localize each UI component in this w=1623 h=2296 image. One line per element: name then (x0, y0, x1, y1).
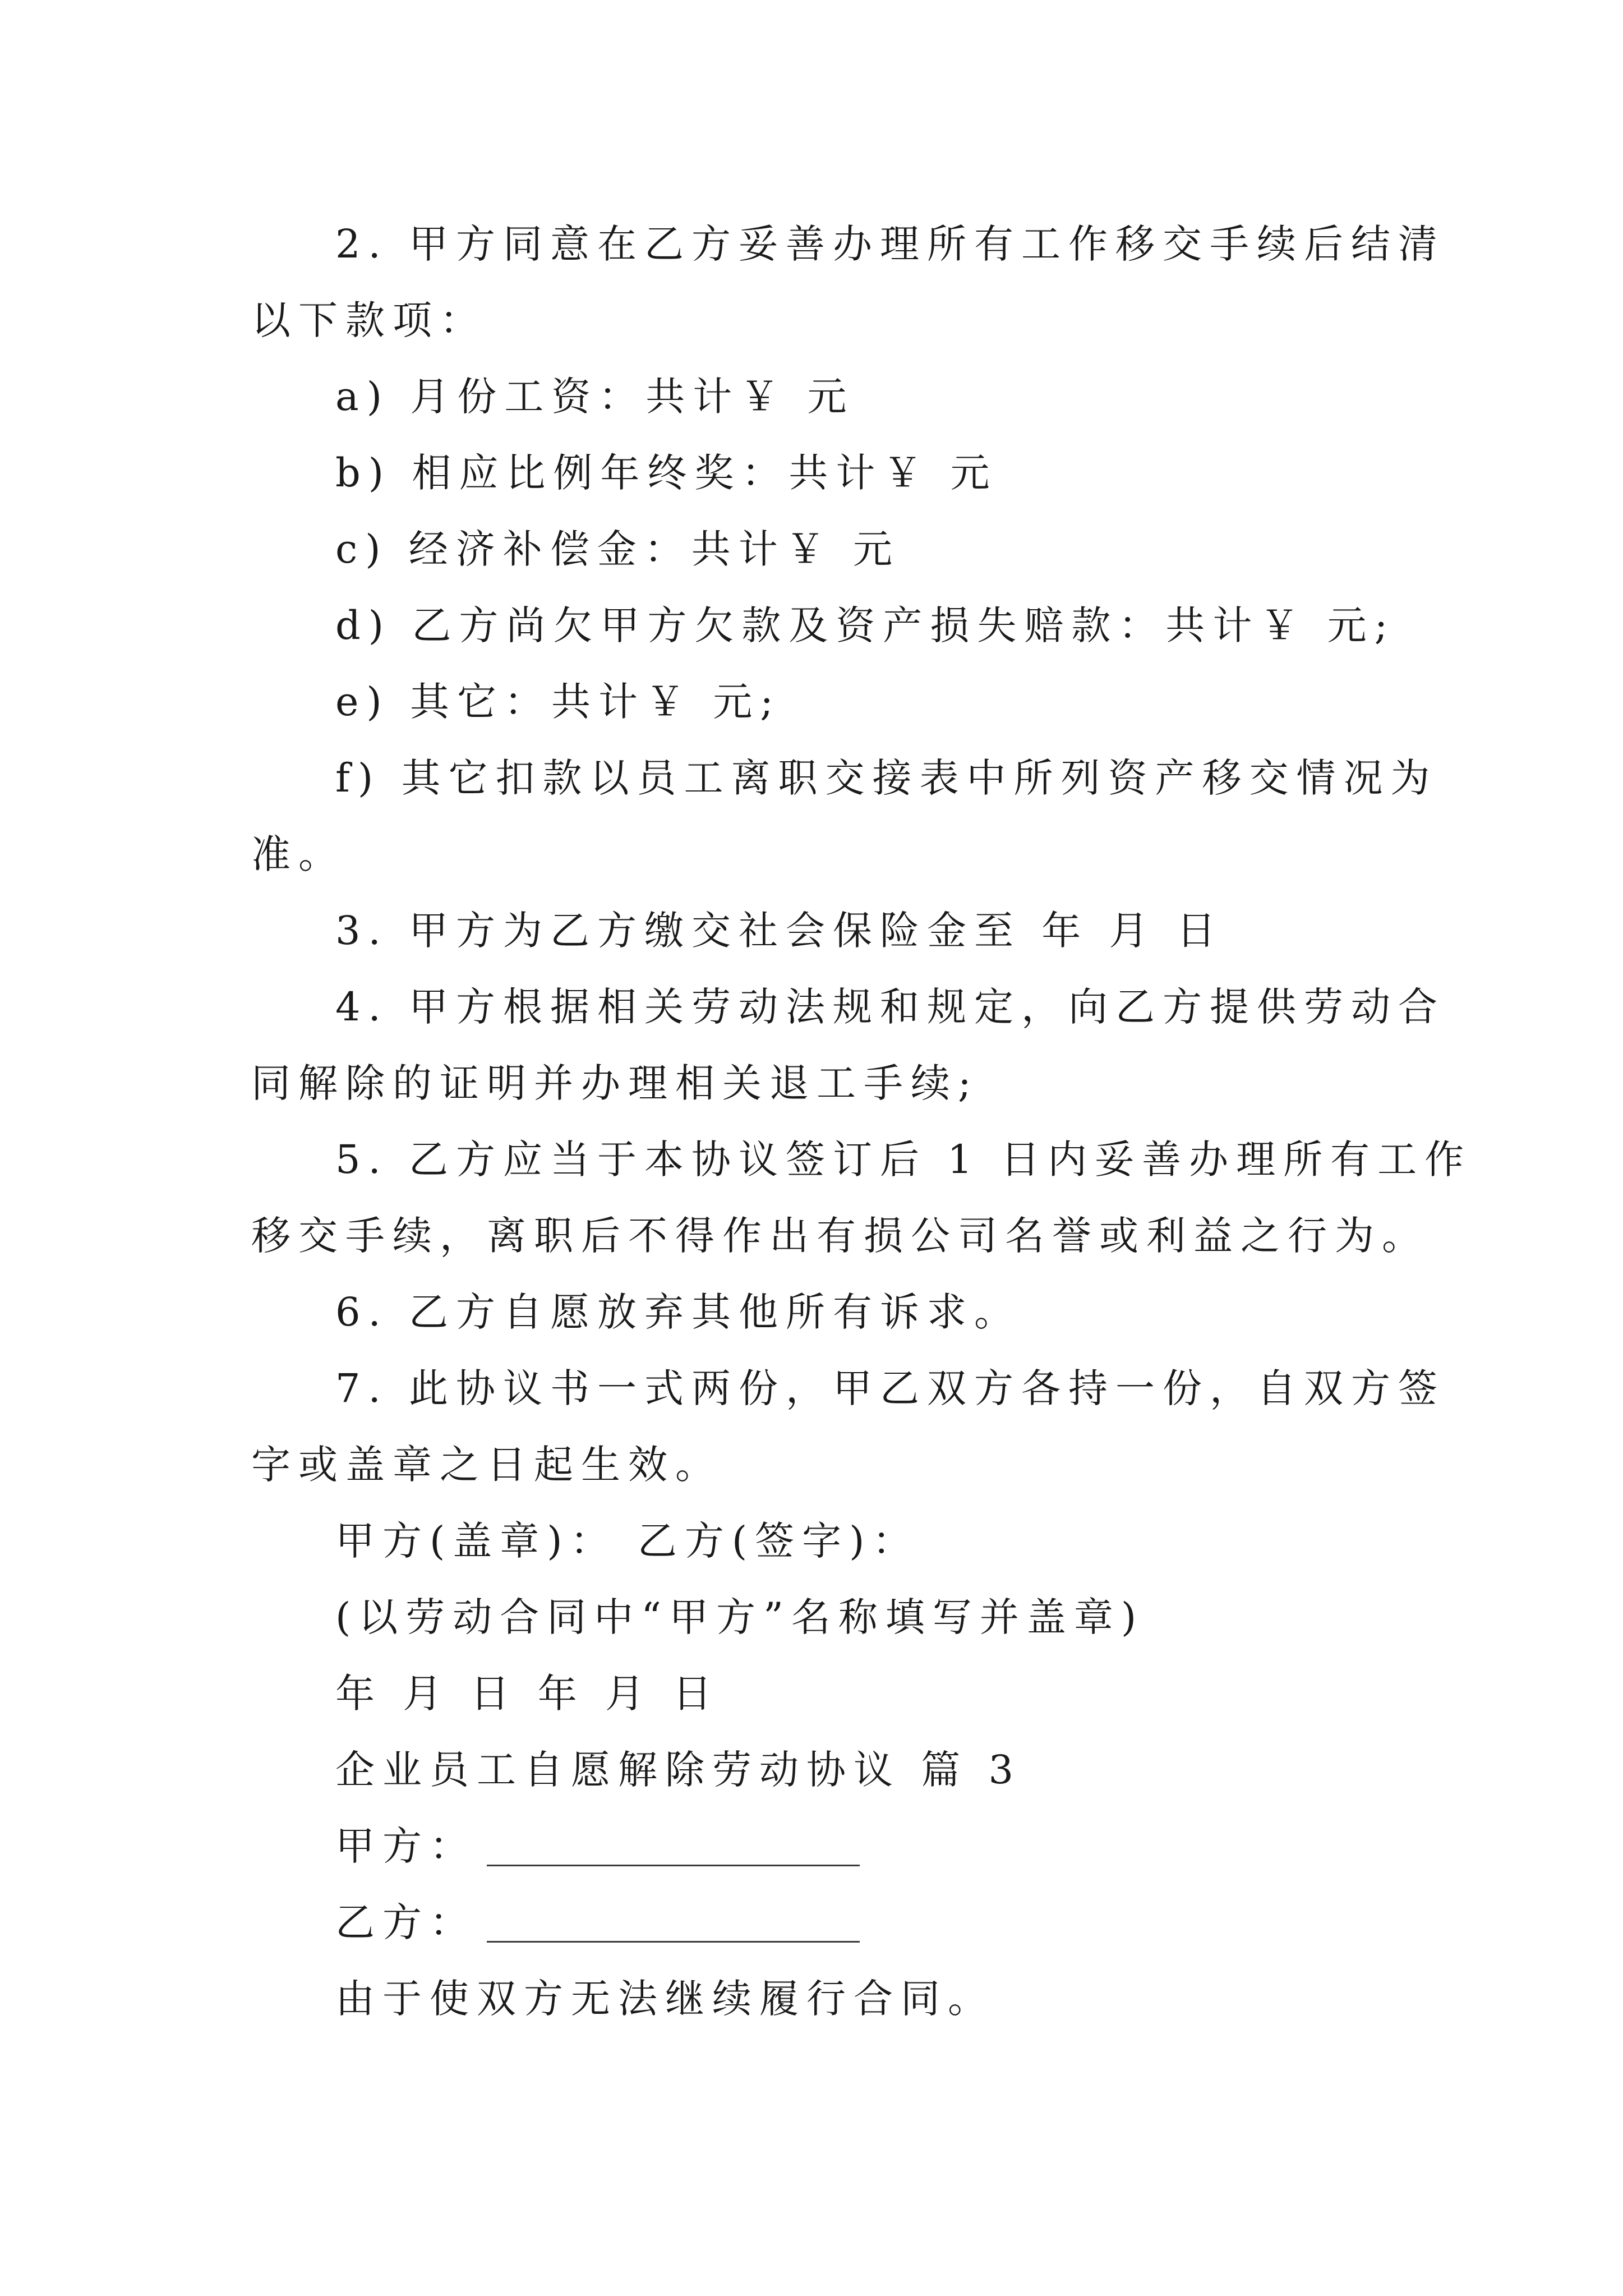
seal-note: (以劳动合同中“甲方”名称填写并盖章) (335, 1594, 1145, 1640)
party-a-row (335, 1822, 860, 1870)
clause-2-line-2: 以下款项： (251, 297, 487, 343)
item-d: d) 乙方尚欠甲方欠款及资产损失赔款：共计￥ 元; (335, 602, 1396, 648)
clause-4-line-1: 4. 甲方根据相关劳动法规和规定，向乙方提供劳动合 (335, 984, 1446, 1030)
party-b-blank (487, 1941, 860, 1943)
clause-7-line-1: 7. 此协议书一式两份，甲乙双方各持一份，自双方签 (335, 1365, 1446, 1411)
item-f-line-2: 准。 (251, 831, 345, 877)
item-e: e) 其它：共计￥ 元; (335, 679, 781, 725)
item-f-line-1: f) 其它扣款以员工离职交接表中所列资产移交情况为 (335, 755, 1438, 801)
clause-3: 3. 甲方为乙方缴交社会保险金至 年 月 日 (335, 908, 1224, 954)
clause-5-line-1: 5. 乙方应当于本协议签订后 1 日内妥善办理所有工作 (335, 1137, 1472, 1182)
item-c: c) 经济补偿金：共计￥ 元 (335, 526, 901, 572)
clause-4-line-2: 同解除的证明并办理相关退工手续; (251, 1060, 979, 1106)
signature-dates: 年 月 日 年 月 日 (335, 1671, 720, 1717)
item-a: a) 月份工资：共计￥ 元 (335, 374, 855, 420)
item-b: b) 相应比例年终奖：共计￥ 元 (335, 450, 998, 496)
closing-line: 由于使双方无法继续履行合同。 (335, 1976, 995, 2022)
party-a-label: 甲方： (335, 1823, 477, 1869)
party-a-blank (487, 1865, 860, 1866)
clause-5-line-2: 移交手续，离职后不得作出有损公司名誉或利益之行为。 (251, 1213, 1429, 1259)
party-b-label: 乙方： (335, 1899, 477, 1945)
clause-7-line-2: 字或盖章之日起生效。 (251, 1442, 722, 1488)
section-heading: 企业员工自愿解除劳动协议 篇 3 (335, 1747, 1022, 1793)
signature-labels: 甲方(盖章)： 乙方(签字)： (335, 1518, 920, 1564)
clause-2-line-1: 2. 甲方同意在乙方妥善办理所有工作移交手续后结清 (335, 221, 1446, 267)
party-b-row (335, 1898, 860, 1947)
clause-6: 6. 乙方自愿放弃其他所有诉求。 (335, 1289, 1022, 1335)
